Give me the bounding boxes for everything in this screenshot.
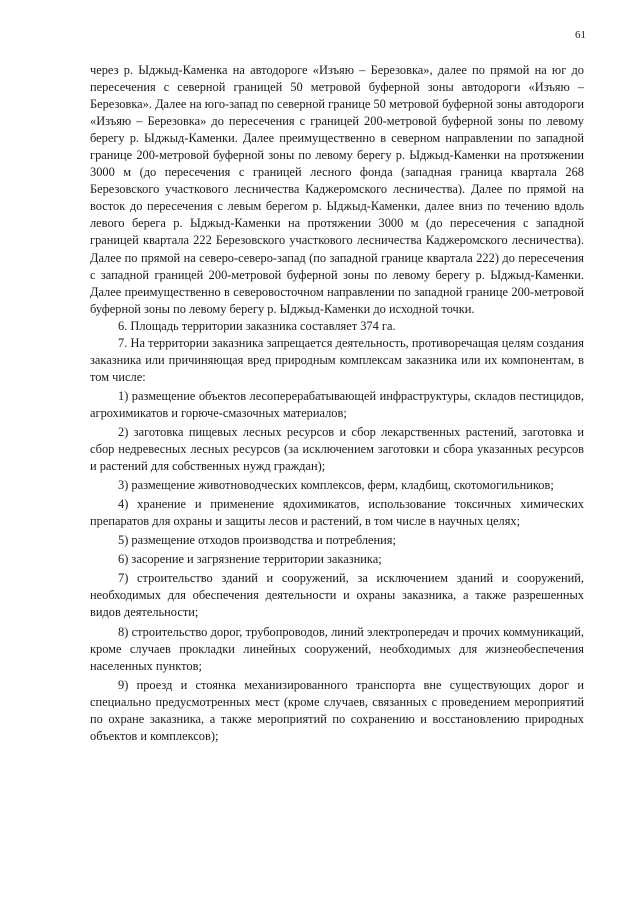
paragraph-prohibitions-intro: 7. На территории заказника запрещается деятельность, противоречащая целям создания заказника или причиняющая вред природным комплексам заказника или их компонентам, в том числе:: [90, 335, 584, 384]
list-item-5: 5) размещение отходов производства и потребления;: [118, 533, 396, 548]
paragraph-boundary-description: через р. Ыджыд-Каменка на автодороге «Изъяю – Березовка», далее по прямой на юг до пересечения с северной границей 50 метровой буферной зоны автодороги «Изъяю – Березовка». Далее на юго-запад по северной границе 50 метровой буферной зоны автодороги «Изъяю – Березовка» до пересечения с границей 200-метровой буферной зоны по левому берегу р. Ыджыд-Каменки. Далее преимущественно в северном направлении по западной границе 200-метровой буферной зоны по левому берегу р. Ыджыд-Каменки на протяжении 3000 м (до пересечения с границей лесного фонда (западная граница квартала 268 Березовского участкового лесничества Каджеромского лесничества). Далее по прямой на восток до пересечения с левым берегом р. Ыджыд-Каменки, далее вниз по течению вдоль левого берега р. Ыджыд-Каменки на протяжении 3000 м (до пересечения с западной границей квартала 222 Березовского участкового лесничества Каджеромского лесничества). Далее по прямой на северо-северо-запад (по западной границе квартала 222) до пересечения с западной границей 200-метровой буферной зоны по левому берегу р. Ыджыд-Каменки. Далее преимущественно в северовосточном направлении по западной границе 200-метровой буферной зоны по левому берегу р. Ыджыд-Каменки до исходной точки.: [90, 63, 584, 316]
list-item-8: 8) строительство дорог, трубопроводов, линий электропередач и прочих коммуникаций, кроме случаев прокладки линейных сооружений, необходимых для жизнеобеспечения населенных пунктов;: [90, 624, 584, 673]
page-number: 61: [575, 29, 586, 41]
paragraph-area: 6. Площадь территории заказника составляет 374 га.: [118, 318, 396, 333]
list-item-1: 1) размещение объектов лесоперерабатывающей инфраструктуры, складов пестицидов, агрохимикатов и горюче-смазочных материалов;: [90, 388, 584, 420]
list-item-3: 3) размещение животноводческих комплексов, ферм, кладбищ, скотомогильников;: [118, 478, 554, 493]
document-body: [90, 62, 584, 745]
list-item-7: 7) строительство зданий и сооружений, за исключением зданий и сооружений, необходимых для обеспечения деятельности и охраны заказника, а также разрешенных видов деятельности;: [90, 571, 584, 620]
list-item-9: 9) проезд и стоянка механизированного транспорта вне существующих дорог и специально предусмотренных мест (кроме случаев, связанных с проведением мероприятий по охране заказника, а также мероприятий по сохранению и восстановлению природных объектов и комплексов);: [90, 677, 584, 743]
list-item-2: 2) заготовка пищевых лесных ресурсов и сбор лекарственных растений, заготовка и сбор недревесных лесных ресурсов (за исключением заготовки и сбора указанных ресурсов и растений для собственных нужд граждан);: [90, 424, 584, 474]
list-item-6: 6) засорение и загрязнение территории заказника;: [118, 552, 382, 567]
list-item-4: 4) хранение и применение ядохимикатов, использование токсичных химических препаратов для охраны и защиты лесов и растений, в том числе в научных целях;: [90, 497, 584, 529]
